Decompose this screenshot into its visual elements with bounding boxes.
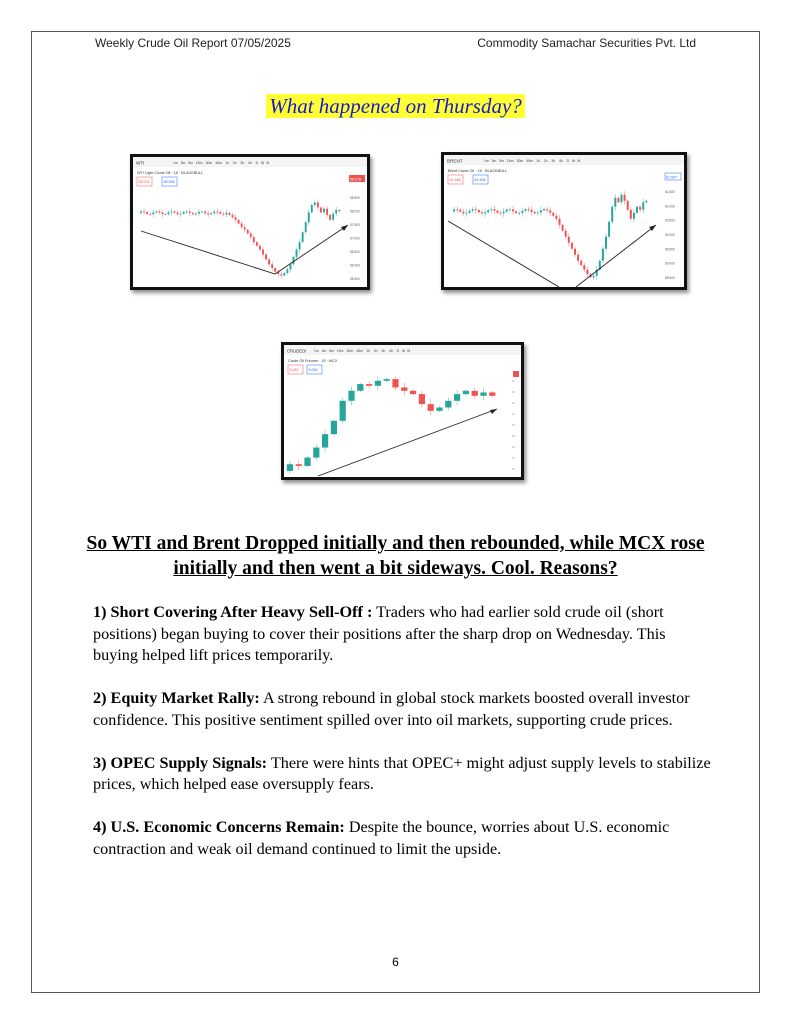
candle-body bbox=[274, 268, 276, 272]
reason-item bbox=[93, 688, 713, 731]
candle-body bbox=[555, 216, 557, 219]
candle-body bbox=[340, 401, 346, 421]
reason-item bbox=[93, 753, 713, 796]
reason-text: Traders who had earlier sold crude oil (short positions) began buying to cover their positions after the sharp drop on Wednesday. This buying helped lift prices temporarily. bbox=[93, 603, 666, 664]
candle-body bbox=[308, 212, 310, 222]
candle-body bbox=[509, 209, 511, 210]
brent-buy-price: 61.508 bbox=[474, 178, 486, 182]
timeframe-button[interactable]: 1h bbox=[536, 159, 540, 163]
reason-text: Despite the bounce, worries about U.S. economic contraction and weak oil demand continued to limit the upside. bbox=[93, 818, 670, 858]
mcx-sell-price: 5,052 bbox=[289, 368, 299, 372]
candle-body bbox=[454, 394, 460, 401]
candle-body bbox=[540, 210, 542, 212]
candle-body bbox=[524, 209, 526, 211]
brent-chart-title: Brent Crude Oil · 15 · BLACKBULL bbox=[448, 169, 508, 173]
candle-body bbox=[475, 209, 477, 210]
candle-body bbox=[161, 212, 163, 214]
candle-body bbox=[143, 211, 145, 212]
candle-body bbox=[531, 210, 533, 212]
timeframe-button[interactable]: 30m bbox=[346, 349, 354, 353]
candle-body bbox=[630, 210, 632, 219]
candle-body bbox=[174, 211, 176, 212]
candle-body bbox=[357, 384, 363, 391]
candle-body bbox=[453, 209, 455, 211]
candle-body bbox=[456, 209, 458, 210]
candle-body bbox=[259, 246, 261, 250]
wti-last-price: 58.578 bbox=[350, 177, 361, 182]
brent-trend-up-line bbox=[576, 225, 656, 287]
candle-body bbox=[164, 214, 166, 215]
price-tick-label: 55.500 bbox=[350, 277, 360, 281]
candle-body bbox=[232, 215, 234, 217]
timeframe-button[interactable]: 3m bbox=[321, 349, 327, 353]
candle-body bbox=[546, 209, 548, 210]
brent-trend-down-line bbox=[448, 221, 559, 287]
candle-body bbox=[299, 242, 301, 249]
timeframe-button[interactable]: 45m bbox=[526, 159, 534, 163]
candle-body bbox=[583, 265, 585, 269]
candle-body bbox=[198, 212, 200, 214]
candle-body bbox=[543, 209, 545, 210]
candle-body bbox=[462, 212, 464, 214]
candle-body bbox=[605, 237, 607, 249]
candle-body bbox=[332, 214, 334, 220]
candle-body bbox=[518, 213, 520, 214]
price-tick-label: 58.500 bbox=[665, 276, 675, 280]
reasons-list bbox=[93, 602, 713, 882]
candle-body bbox=[329, 215, 331, 220]
candle-body bbox=[149, 214, 151, 215]
candle-body bbox=[241, 224, 243, 228]
reason-text: There were hints that OPEC+ might adjust supply levels to stabilize prices, which helped ease oversupply fears. bbox=[93, 753, 711, 793]
candle-body bbox=[428, 404, 434, 411]
candle-body bbox=[155, 211, 157, 212]
candle-body bbox=[481, 212, 483, 213]
candle-body bbox=[512, 209, 514, 211]
price-tick-label: 60.000 bbox=[665, 233, 675, 237]
candle-body bbox=[480, 392, 486, 395]
candle-body bbox=[577, 255, 579, 261]
candle-body bbox=[225, 213, 227, 214]
candle-body bbox=[296, 250, 298, 257]
timeframe-button[interactable]: 3h bbox=[240, 161, 245, 165]
timeframe-button[interactable]: 1m bbox=[484, 159, 489, 163]
candle-body bbox=[549, 210, 551, 212]
candle-body bbox=[314, 202, 316, 204]
candle-body bbox=[222, 214, 224, 215]
wti-buy-price: 58.595 bbox=[163, 180, 175, 184]
summary-heading: So WTI and Brent Dropped initially and then rebounded, while MCX rose initially and then went a bit sideways. Cool. Reasons? bbox=[86, 533, 705, 579]
page-number: 6 bbox=[392, 955, 399, 969]
mcx-trend-arrow-head bbox=[490, 409, 497, 414]
mcx-symbol-label: CRUDEOI bbox=[287, 348, 307, 354]
candle-body bbox=[580, 261, 582, 265]
timeframe-button[interactable]: 30m bbox=[205, 161, 213, 165]
candle-body bbox=[331, 421, 337, 434]
brent-chart-screenshot bbox=[441, 152, 687, 290]
mcx-chart-title: Crude Oil Futures · 15 · MCX bbox=[288, 359, 338, 363]
candle-body bbox=[192, 213, 194, 214]
reason-heading: 3) OPEC Supply Signals: bbox=[93, 753, 268, 772]
mcx-chart-screenshot bbox=[281, 342, 524, 480]
timeframe-button[interactable]: 4h bbox=[248, 161, 252, 165]
candle-body bbox=[586, 270, 588, 274]
candle-body bbox=[177, 213, 179, 215]
mcx-candles bbox=[287, 376, 496, 474]
reason-heading: 2) Equity Market Rally: bbox=[93, 689, 260, 707]
candle-body bbox=[253, 237, 255, 242]
candle-body bbox=[614, 198, 616, 207]
candle-body bbox=[146, 212, 148, 214]
timeframe-button[interactable]: D bbox=[566, 159, 570, 163]
candle-body bbox=[152, 213, 154, 215]
candle-body bbox=[521, 211, 523, 213]
candle-body bbox=[642, 202, 644, 209]
candle-body bbox=[515, 211, 517, 213]
brent-candles bbox=[453, 191, 647, 279]
timeframe-button[interactable]: 5m bbox=[499, 159, 504, 163]
candle-body bbox=[500, 213, 502, 214]
timeframe-button[interactable]: 4h bbox=[559, 159, 563, 163]
wti-chart-title: WTI Light Crude Oil · 15 · BLACKBULL bbox=[137, 171, 204, 175]
candle-body bbox=[210, 213, 212, 214]
candle-body bbox=[262, 250, 264, 255]
candle-body bbox=[624, 195, 626, 201]
mcx-buy-price: 5,059 bbox=[308, 368, 318, 372]
candle-body bbox=[487, 210, 489, 212]
price-tick-label: 57.500 bbox=[350, 223, 360, 227]
timeframe-button[interactable]: 15m bbox=[195, 161, 203, 165]
candle-body bbox=[537, 212, 539, 213]
wti-price-axis bbox=[350, 196, 360, 281]
price-tick-label: 59.500 bbox=[665, 247, 675, 252]
reason-item bbox=[93, 602, 713, 667]
candle-body bbox=[602, 249, 604, 261]
price-tick-label: 57.000 bbox=[350, 236, 360, 241]
mcx-chart-svg bbox=[284, 345, 521, 477]
candle-body bbox=[472, 391, 478, 396]
candle-body bbox=[204, 212, 206, 214]
candle-body bbox=[445, 401, 451, 408]
candle-body bbox=[256, 242, 258, 246]
reason-text: A strong rebound in global stock markets boosted overall investor confidence. This positive sentiment spilled over into oil markets, supporting crude prices. bbox=[93, 689, 690, 729]
candle-body bbox=[286, 269, 288, 273]
timeframe-button[interactable]: 15m bbox=[336, 349, 344, 353]
candle-body bbox=[484, 212, 486, 213]
candle-body bbox=[552, 213, 554, 216]
reason-heading: 1) Short Covering After Heavy Sell-Off : bbox=[93, 603, 373, 621]
price-tick-label: 61.000 bbox=[665, 204, 675, 209]
candle-body bbox=[410, 391, 416, 394]
brent-sell-price: 61.488 bbox=[449, 178, 461, 182]
brent-chart-svg bbox=[444, 155, 684, 287]
mcx-price-axis bbox=[512, 371, 519, 469]
candle-body bbox=[140, 211, 142, 212]
candle-body bbox=[466, 213, 468, 214]
candle-body bbox=[565, 231, 567, 237]
candle-body bbox=[322, 434, 328, 447]
timeframe-button[interactable]: 1m bbox=[314, 349, 319, 353]
candle-body bbox=[168, 212, 170, 214]
candle-body bbox=[490, 209, 492, 210]
wti-chart-svg bbox=[133, 157, 367, 287]
candle-body bbox=[189, 212, 191, 214]
candle-body bbox=[627, 201, 629, 210]
candle-body bbox=[207, 213, 209, 214]
candle-body bbox=[574, 249, 576, 255]
candle-body bbox=[213, 212, 215, 214]
candle-body bbox=[280, 274, 282, 275]
candle-body bbox=[639, 207, 641, 210]
timeframe-button[interactable]: M bbox=[577, 159, 581, 163]
candle-body bbox=[338, 210, 340, 211]
timeframe-button[interactable]: 3h bbox=[381, 349, 386, 353]
candle-body bbox=[571, 243, 573, 249]
candle-body bbox=[247, 230, 249, 234]
candle-body bbox=[608, 222, 610, 237]
price-tick-label: 58.000 bbox=[350, 209, 360, 214]
candle-body bbox=[419, 394, 425, 404]
candle-body bbox=[392, 379, 398, 387]
timeframe-button[interactable]: 1m bbox=[173, 161, 178, 165]
candle-body bbox=[335, 210, 337, 214]
wti-candles bbox=[140, 200, 340, 279]
candle-body bbox=[305, 222, 307, 232]
timeframe-button[interactable]: M bbox=[407, 349, 411, 353]
candle-body bbox=[287, 464, 293, 471]
candle-body bbox=[636, 207, 638, 213]
timeframe-button[interactable]: 5m bbox=[329, 349, 334, 353]
candle-body bbox=[302, 232, 304, 242]
price-tick-label: 59.000 bbox=[665, 261, 675, 266]
candle-body bbox=[593, 276, 595, 277]
candle-body bbox=[296, 464, 302, 466]
wti-symbol-label: WTI bbox=[136, 160, 145, 166]
candle-body bbox=[617, 198, 619, 202]
timeframe-button[interactable]: 3h bbox=[551, 159, 556, 163]
candle-body bbox=[219, 212, 221, 214]
timeframe-button[interactable]: W bbox=[572, 159, 576, 163]
timeframe-button[interactable]: 30m bbox=[516, 159, 524, 163]
wti-timeframe-bar bbox=[173, 161, 269, 165]
candle-body bbox=[562, 225, 564, 231]
candle-body bbox=[633, 213, 635, 219]
candle-body bbox=[290, 264, 292, 269]
candle-body bbox=[469, 211, 471, 213]
price-tick-label: 60.500 bbox=[665, 218, 675, 223]
candle-body bbox=[528, 209, 530, 210]
candle-body bbox=[244, 227, 246, 229]
candle-body bbox=[621, 195, 623, 202]
candle-body bbox=[611, 207, 613, 222]
candle-body bbox=[271, 264, 273, 268]
candle-body bbox=[559, 219, 561, 225]
reason-heading: 4) U.S. Economic Concerns Remain: bbox=[93, 818, 345, 836]
candle-body bbox=[229, 213, 231, 215]
candle-body bbox=[304, 458, 310, 466]
candle-body bbox=[313, 448, 319, 458]
timeframe-button[interactable]: W bbox=[402, 349, 406, 353]
candle-body bbox=[375, 381, 381, 386]
candle-body bbox=[463, 391, 469, 394]
candle-body bbox=[216, 212, 218, 213]
price-tick-label: 56.000 bbox=[350, 263, 360, 268]
candle-body bbox=[348, 391, 354, 401]
candle-body bbox=[645, 201, 647, 202]
price-tick-label: 58.500 bbox=[350, 196, 360, 200]
mcx-timeframe-bar bbox=[314, 349, 410, 353]
company-name-header: Commodity Samachar Securities Pvt. Ltd bbox=[477, 36, 696, 50]
timeframe-button[interactable]: 2h bbox=[232, 161, 237, 165]
brent-symbol-label: BRENT bbox=[447, 158, 463, 164]
candle-body bbox=[489, 392, 495, 395]
candle-body bbox=[283, 273, 285, 275]
candle-body bbox=[317, 202, 319, 207]
candle-body bbox=[186, 212, 188, 213]
candle-body bbox=[366, 384, 372, 386]
candle-body bbox=[506, 210, 508, 212]
price-tick-label: 56.500 bbox=[350, 250, 360, 254]
candle-body bbox=[201, 212, 203, 213]
timeframe-button[interactable]: 45m bbox=[215, 161, 223, 165]
question-heading: What happened on Thursday? bbox=[266, 94, 525, 118]
brent-toolbar bbox=[444, 155, 684, 165]
timeframe-button[interactable]: 1h bbox=[366, 349, 370, 353]
last-price-tag bbox=[513, 371, 519, 377]
brent-timeframe-bar bbox=[484, 159, 580, 163]
timeframe-button[interactable]: 45m bbox=[356, 349, 364, 353]
candle-body bbox=[320, 207, 322, 212]
candle-body bbox=[250, 233, 252, 237]
candle-body bbox=[265, 254, 267, 259]
timeframe-button[interactable]: 5m bbox=[188, 161, 193, 165]
timeframe-button[interactable]: 3m bbox=[491, 159, 497, 163]
candle-body bbox=[195, 214, 197, 215]
timeframe-button[interactable]: 15m bbox=[506, 159, 514, 163]
timeframe-button[interactable]: 2h bbox=[543, 159, 548, 163]
timeframe-button[interactable]: W bbox=[261, 161, 265, 165]
candle-body bbox=[401, 387, 407, 390]
candle-body bbox=[472, 209, 474, 210]
wti-chart-screenshot bbox=[130, 154, 370, 290]
candle-body bbox=[436, 407, 442, 410]
candle-body bbox=[503, 212, 505, 214]
candle-body bbox=[497, 211, 499, 213]
timeframe-button[interactable]: D bbox=[255, 161, 259, 165]
timeframe-button[interactable]: D bbox=[396, 349, 400, 353]
candle-body bbox=[568, 237, 570, 243]
candle-body bbox=[323, 209, 325, 213]
candle-body bbox=[158, 211, 160, 212]
candle-body bbox=[478, 210, 480, 212]
timeframe-button[interactable]: 4h bbox=[389, 349, 393, 353]
reason-item bbox=[93, 817, 713, 860]
report-title-header: Weekly Crude Oil Report 07/05/2025 bbox=[95, 36, 291, 50]
candle-body bbox=[171, 211, 173, 212]
timeframe-button[interactable]: 1h bbox=[225, 161, 229, 165]
brent-price-axis bbox=[665, 190, 675, 280]
candle-body bbox=[183, 212, 185, 214]
brent-last-price: 61.507 bbox=[666, 175, 677, 180]
candle-body bbox=[326, 209, 328, 215]
candle-body bbox=[238, 220, 240, 224]
candle-body bbox=[459, 210, 461, 212]
candle-body bbox=[534, 212, 536, 213]
candle-body bbox=[268, 259, 270, 264]
timeframe-button[interactable]: 3m bbox=[180, 161, 186, 165]
timeframe-button[interactable]: M bbox=[266, 161, 270, 165]
question-heading-wrap bbox=[0, 94, 791, 119]
candle-body bbox=[180, 214, 182, 215]
timeframe-button[interactable]: 2h bbox=[373, 349, 378, 353]
candle-body bbox=[493, 209, 495, 210]
candle-body bbox=[384, 379, 390, 381]
candle-body bbox=[311, 205, 313, 212]
candle-body bbox=[235, 217, 237, 219]
wti-trend-arrow-head bbox=[341, 225, 348, 231]
wti-sell-price: 58.578 bbox=[138, 180, 150, 184]
price-tick-label: 61.500 bbox=[665, 190, 675, 194]
